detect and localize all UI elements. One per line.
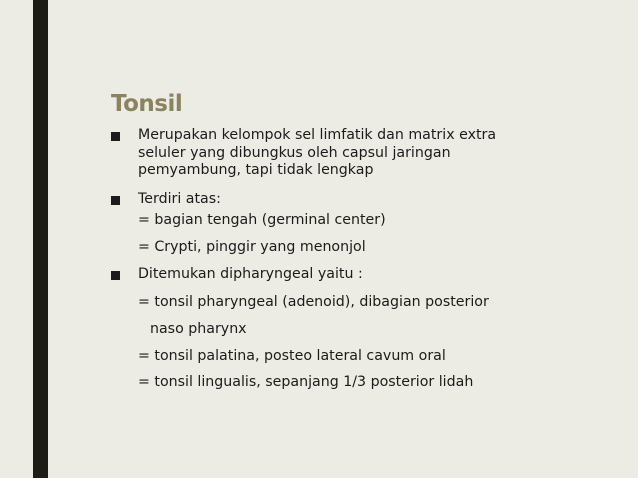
bullet-3-sub-2: = tonsil palatina, posteo lateral cavum oral [138, 348, 446, 364]
bullet-1-line-2: seluler yang dibungkus oleh capsul jaringan [138, 145, 451, 161]
slide-title: Tonsil [111, 91, 183, 117]
bullet-1-line-3: pemyambung, tapi tidak lengkap [138, 162, 374, 178]
bullet-2-sub-2: = Crypti, pinggir yang menonjol [138, 239, 366, 255]
bullet-3-sub-1a: = tonsil pharyngeal (adenoid), dibagian posterior [138, 294, 489, 310]
left-accent-bar [33, 0, 48, 478]
slide-content [111, 0, 611, 478]
bullet-1-line-1: Merupakan kelompok sel limfatik dan matrix extra [138, 127, 497, 143]
bullet-3-text: Ditemukan dipharyngeal yaitu : [138, 266, 363, 282]
bullet-2-sub-1: = bagian tengah (germinal center) [138, 212, 386, 228]
bullet-marker-3 [111, 271, 120, 280]
bullet-3-sub-3: = tonsil lingualis, sepanjang 1/3 posterior lidah [138, 374, 474, 390]
bullet-marker-2 [111, 196, 120, 205]
bullet-2-text: Terdiri atas: [138, 191, 221, 207]
bullet-marker-1 [111, 132, 120, 141]
bullet-3-sub-1b: naso pharynx [150, 321, 247, 337]
